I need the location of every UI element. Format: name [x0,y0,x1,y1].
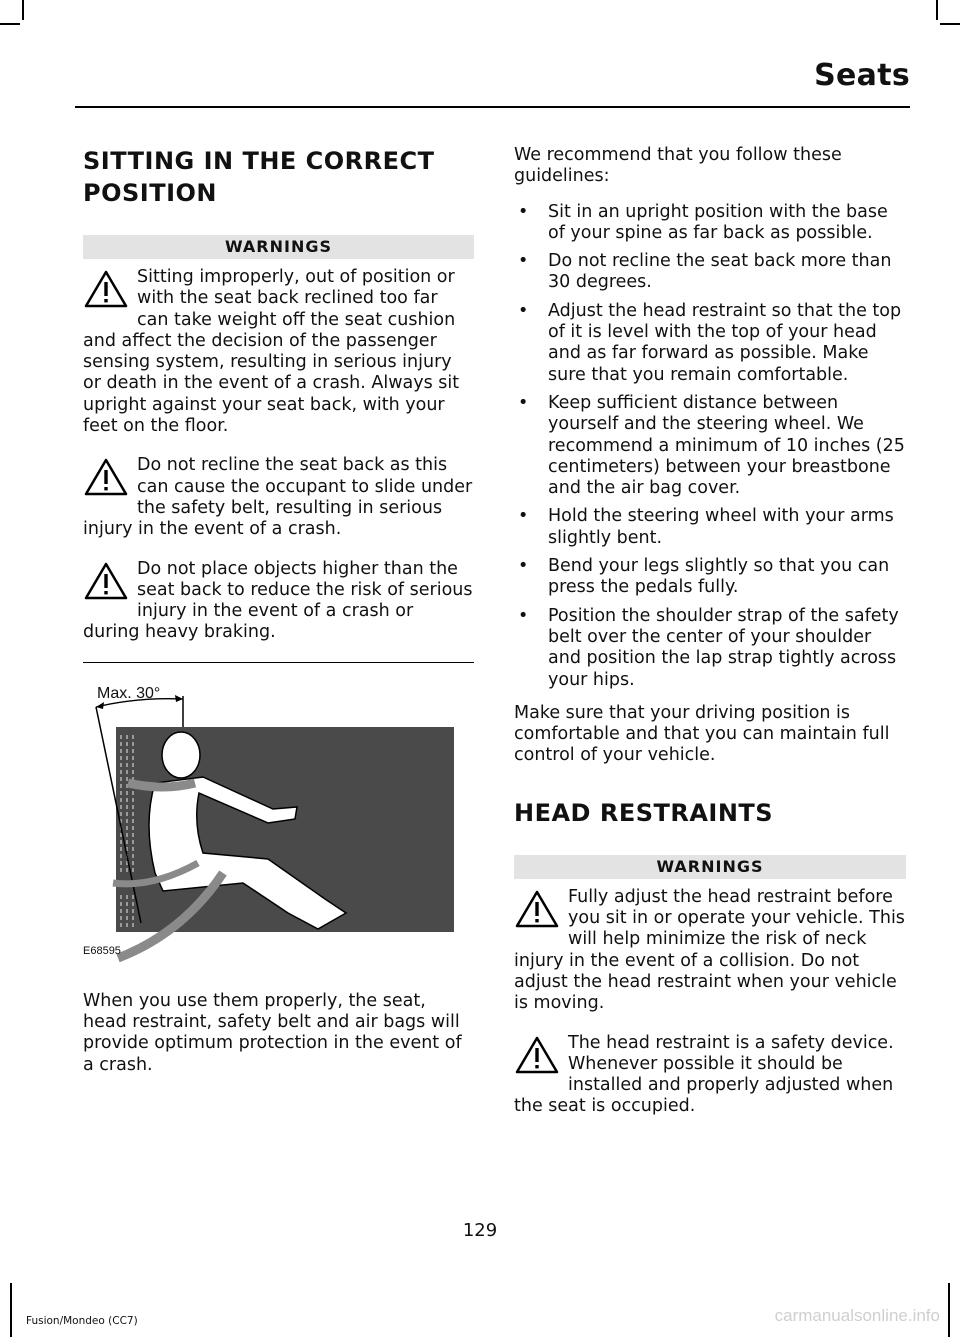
crop-mark [0,23,20,25]
warning-item [83,455,474,540]
figure-code: E68595 [83,944,121,957]
crop-mark [22,0,24,20]
page-number: 129 [462,1220,498,1241]
seating-illustration [83,673,474,973]
list-item: • Do not recline the seat back more than 30 degrees. [518,251,892,293]
bullet-icon: • [518,201,529,222]
right-column [514,145,906,1136]
crop-mark [948,1283,950,1337]
bullet-icon: • [518,605,529,626]
bullet-icon: • [518,506,529,527]
left-column [83,145,474,1090]
warnings-bar: WARNINGS [514,855,906,879]
section-heading-head-restraints: HEAD RESTRAINTS [514,798,774,827]
list-item: • Sit in an upright position with the base of your spine as far back as possible. [518,201,888,243]
warning-triangle-icon [514,889,568,935]
warning-text: Fully adjust the head restraint before you sit in or operate your vehicle. This will help minimize the risk of neck injury in the event of a collision. Do not adjust the head restraint when your vehicle is moving. [514,886,905,1014]
crop-mark [936,0,938,20]
warning-text: Do not place objects higher than the seat back to reduce the risk of serious injury in the event of a crash or during heavy braking. [83,558,473,643]
header-rule [75,106,910,108]
bullet-icon: • [518,251,529,272]
bullet-icon: • [518,556,529,577]
footer-model: Fusion/Mondeo (CC7) [26,1315,138,1327]
crop-mark [10,1283,12,1337]
page-header-title: Seats [814,58,910,93]
section-heading-sitting: SITTING IN THE CORRECT POSITION [83,147,435,207]
body-paragraph: When you use them properly, the seat, head restraint, safety belt and air bags will provide optimum protection in the event of a crash. [83,990,462,1075]
warnings-bar: WARNINGS [83,235,474,259]
warning-triangle-icon [514,1035,568,1081]
warning-text: Do not recline the seat back as this can cause the occupant to slide under the safety belt, resulting in serious injury in the event of a crash. [83,455,473,540]
warning-text: Sitting improperly, out of position or with the seat back reclined too far can take weight off the seat cushion and affect the decision of the passenger sensing system, resulting in serious injury or death in the event of a crash. Always sit upright against your seat back, with your feet on the floor. [83,267,460,437]
warning-item [83,559,474,644]
warning-triangle-icon [83,457,137,503]
bullet-icon: • [518,300,529,321]
list-item: • Adjust the head restraint so that the top of it is level with the top of your head and as far forward as possible. Make sure that you remain comfortable. [518,300,902,385]
warning-triangle-icon [83,561,137,607]
warning-item [514,887,906,1015]
crop-mark [940,23,960,25]
guidelines-intro: We recommend that you follow these guidelines: [514,145,842,187]
bullet-icon: • [518,392,529,413]
list-item: • Keep sufficient distance between yourself and the steering wheel. We recommend a minimum of 10 inches (25 centimeters) between your breastbone and the air bag cover. [518,392,905,499]
warning-text: The head restraint is a safety device. Whenever possible it should be installed and properly adjusted when the seat is occupied. [514,1032,894,1117]
watermark-text: carmanualsonline.info [774,1306,940,1325]
warnings-end-rule [83,662,474,663]
list-item: • Hold the steering wheel with your arms slightly bent. [518,506,894,548]
body-paragraph: Make sure that your driving position is comfortable and that you can maintain full control of your vehicle. [514,702,890,766]
list-item: • Position the shoulder strap of the safety belt over the center of your shoulder and position the lap strap tightly across your hips. [518,605,899,690]
guidelines-list [514,202,906,691]
warning-item [514,1033,906,1118]
warning-triangle-icon [83,269,137,315]
warning-item [83,267,474,437]
figure-angle-label: Max. 30° [97,684,161,702]
seating-position-figure [83,673,474,973]
list-item: • Bend your legs slightly so that you can press the pedals fully. [518,556,890,598]
